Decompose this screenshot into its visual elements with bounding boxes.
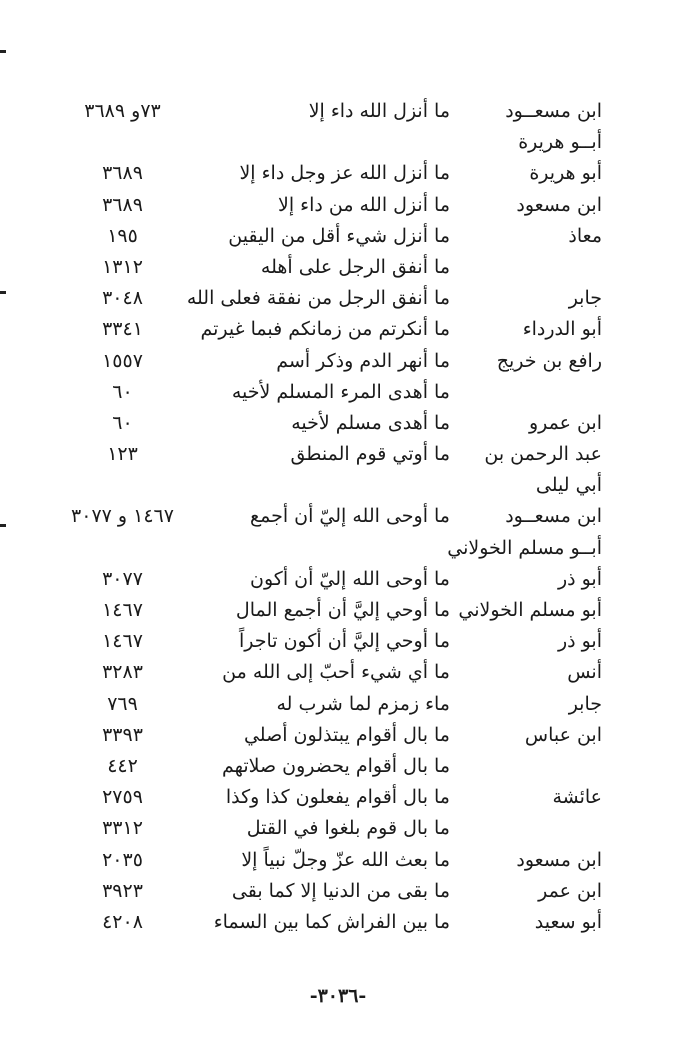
hadith-reference-number: ٣٩٢٣: [102, 879, 143, 902]
hadith-opening: ما أنزل شيء أقل من اليقين: [228, 224, 450, 247]
hadith-opening: ما أهدى مسلم لأخيه: [291, 411, 450, 434]
hadith-opening: ما أوحي إليَّ أن أجمع المال: [235, 599, 450, 621]
index-row: [60, 594, 620, 625]
index-row: [60, 438, 620, 469]
hadith-reference-number: ٧٦٩: [107, 692, 138, 715]
index-row: [60, 532, 620, 563]
narrator-name: ابن مسعود: [516, 848, 602, 871]
hadith-opening: ما بال أقوام يحضرون صلاتهم: [221, 754, 450, 777]
index-row: [60, 750, 620, 781]
narrator-name: ابن مسعود: [516, 193, 602, 216]
index-row: [60, 812, 620, 843]
narrator-name: أبو هريرة: [529, 162, 602, 185]
hadith-reference-number: ١٢٣: [107, 443, 138, 466]
narrator-name: أبو سعيد: [534, 910, 602, 933]
index-row: [60, 95, 620, 126]
index-row: [60, 126, 620, 157]
narrator-name: أبي ليلى: [535, 474, 602, 497]
hadith-opening: ما بقى من الدنيا إلا كما بقى: [231, 879, 450, 902]
hadith-opening: ما بال أقوام يبتذلون أصلي: [243, 723, 450, 746]
index-row: [60, 157, 620, 188]
hadith-opening: ما أي شيء أحبّ إلى الله من: [222, 661, 450, 684]
narrator-name: عائشة: [552, 786, 602, 809]
hadith-reference-number: ١٤٦٧: [102, 599, 143, 621]
hadith-reference-number: ٣٣٩٣: [102, 723, 143, 746]
hadith-opening: ما بين الفراش كما بين السماء: [213, 910, 450, 933]
index-row: [60, 844, 620, 875]
narrator-name: عبد الرحمن بن: [484, 443, 602, 466]
narrator-name: جابر: [568, 692, 602, 715]
narrator-name: جابر: [568, 287, 602, 310]
hadith-opening: ماء زمزم لما شرب له: [276, 692, 450, 715]
index-row: [60, 345, 620, 376]
hadith-index-table: [60, 95, 620, 937]
index-row: [60, 688, 620, 719]
hadith-opening: ما بال أقوام يفعلون كذا وكذا: [225, 786, 450, 809]
index-row: [60, 781, 620, 812]
index-row: [60, 625, 620, 656]
narrator-name: ابن مسعــود: [505, 100, 602, 122]
narrator-name: أبــو مسلم الخولاني: [447, 536, 602, 559]
hadith-reference-number: ٣٠٧٧: [102, 567, 143, 590]
index-row: [60, 313, 620, 344]
edge-mark-top-left: [0, 50, 6, 53]
hadith-reference-number: ١٤٦٧: [102, 630, 143, 653]
index-row: [60, 251, 620, 282]
index-row: [60, 376, 620, 407]
hadith-opening: ما أنفق الرجل على أهله: [260, 255, 450, 278]
narrator-name: رافع بن خريج: [496, 349, 602, 372]
narrator-name: ابن عمرو: [528, 411, 602, 434]
narrator-name: أبو ذر: [557, 630, 602, 653]
edge-mark-lower-left: [0, 524, 6, 527]
hadith-opening: ما أنهر الدم وذكر أسم: [276, 349, 450, 372]
index-row: [60, 220, 620, 251]
hadith-reference-number: ٣٦٨٩: [102, 193, 143, 216]
hadith-opening: ما أنفق الرجل من نفقة فعلى الله: [186, 287, 450, 310]
hadith-opening: ما أوحي إليَّ أن أكون تاجراً: [238, 630, 450, 653]
index-row: [60, 656, 620, 687]
hadith-reference-number: ٢٧٥٩: [102, 786, 143, 809]
narrator-name: أنس: [567, 661, 602, 684]
hadith-opening: ما أنزل الله داء إلا: [308, 100, 450, 122]
hadith-opening: ما أنزل الله عز وجل داء إلا: [239, 162, 450, 185]
index-row: [60, 189, 620, 220]
hadith-opening: ما بال قوم بلغوا في القتل: [246, 817, 450, 840]
hadith-opening: ما أهدى المرء المسلم لأخيه: [231, 380, 450, 403]
hadith-reference-number: ٣٣١٢: [102, 817, 143, 840]
page-number: -٣٠٣٦-: [309, 985, 367, 1007]
hadith-opening: ما أوتي قوم المنطق: [290, 443, 450, 466]
hadith-reference-number: ٣٦٨٩: [102, 162, 143, 185]
narrator-name: ابن مسعــود: [505, 505, 602, 528]
hadith-reference-number: ٦٠: [112, 380, 133, 403]
hadith-reference-number: ٧٣و ٣٦٨٩: [84, 100, 161, 122]
hadith-reference-number: ٤٤٢: [107, 754, 138, 777]
narrator-name: أبو ذر: [557, 567, 602, 590]
index-row: [60, 282, 620, 313]
hadith-reference-number: ٦٠: [112, 411, 133, 434]
index-row: [60, 719, 620, 750]
index-row: [60, 469, 620, 500]
narrator-name: أبو الدرداء: [522, 318, 602, 341]
hadith-reference-number: ٣٢٨٣: [102, 661, 143, 684]
hadith-reference-number: ١٥٥٧: [102, 349, 143, 372]
index-row: [60, 875, 620, 906]
index-row: [60, 906, 620, 937]
hadith-opening: ما أنزل الله من داء إلا: [278, 193, 450, 216]
hadith-reference-number: ٤٢٠٨: [102, 910, 143, 933]
hadith-reference-number: ١٣١٢: [102, 255, 143, 278]
hadith-reference-number: ٣٠٤٨: [102, 287, 143, 310]
hadith-reference-number: ١٤٦٧ و ٣٠٧٧: [71, 505, 174, 528]
narrator-name: معاذ: [568, 224, 602, 247]
edge-mark-mid-left: [0, 291, 6, 294]
index-row: [60, 500, 620, 531]
hadith-reference-number: ٣٣٤١: [102, 318, 143, 341]
hadith-opening: ما أوحى الله إليّ أن أجمع: [249, 505, 450, 528]
narrator-name: أبو مسلم الخولاني: [458, 599, 602, 621]
hadith-opening: ما بعث الله عزّ وجلّ نبياً إلا: [241, 848, 450, 871]
index-row: [60, 563, 620, 594]
hadith-reference-number: ١٩٥: [107, 224, 138, 247]
index-row: [60, 407, 620, 438]
narrator-name: أبــو هريرة: [518, 131, 602, 154]
narrator-name: ابن عمر: [538, 879, 602, 902]
narrator-name: ابن عباس: [524, 723, 602, 746]
hadith-opening: ما أنكرتم من زمانكم فبما غيرتم: [200, 318, 450, 341]
hadith-opening: ما أوحى الله إليّ أن أكون: [250, 567, 450, 590]
hadith-reference-number: ٢٠٣٥: [102, 848, 143, 871]
